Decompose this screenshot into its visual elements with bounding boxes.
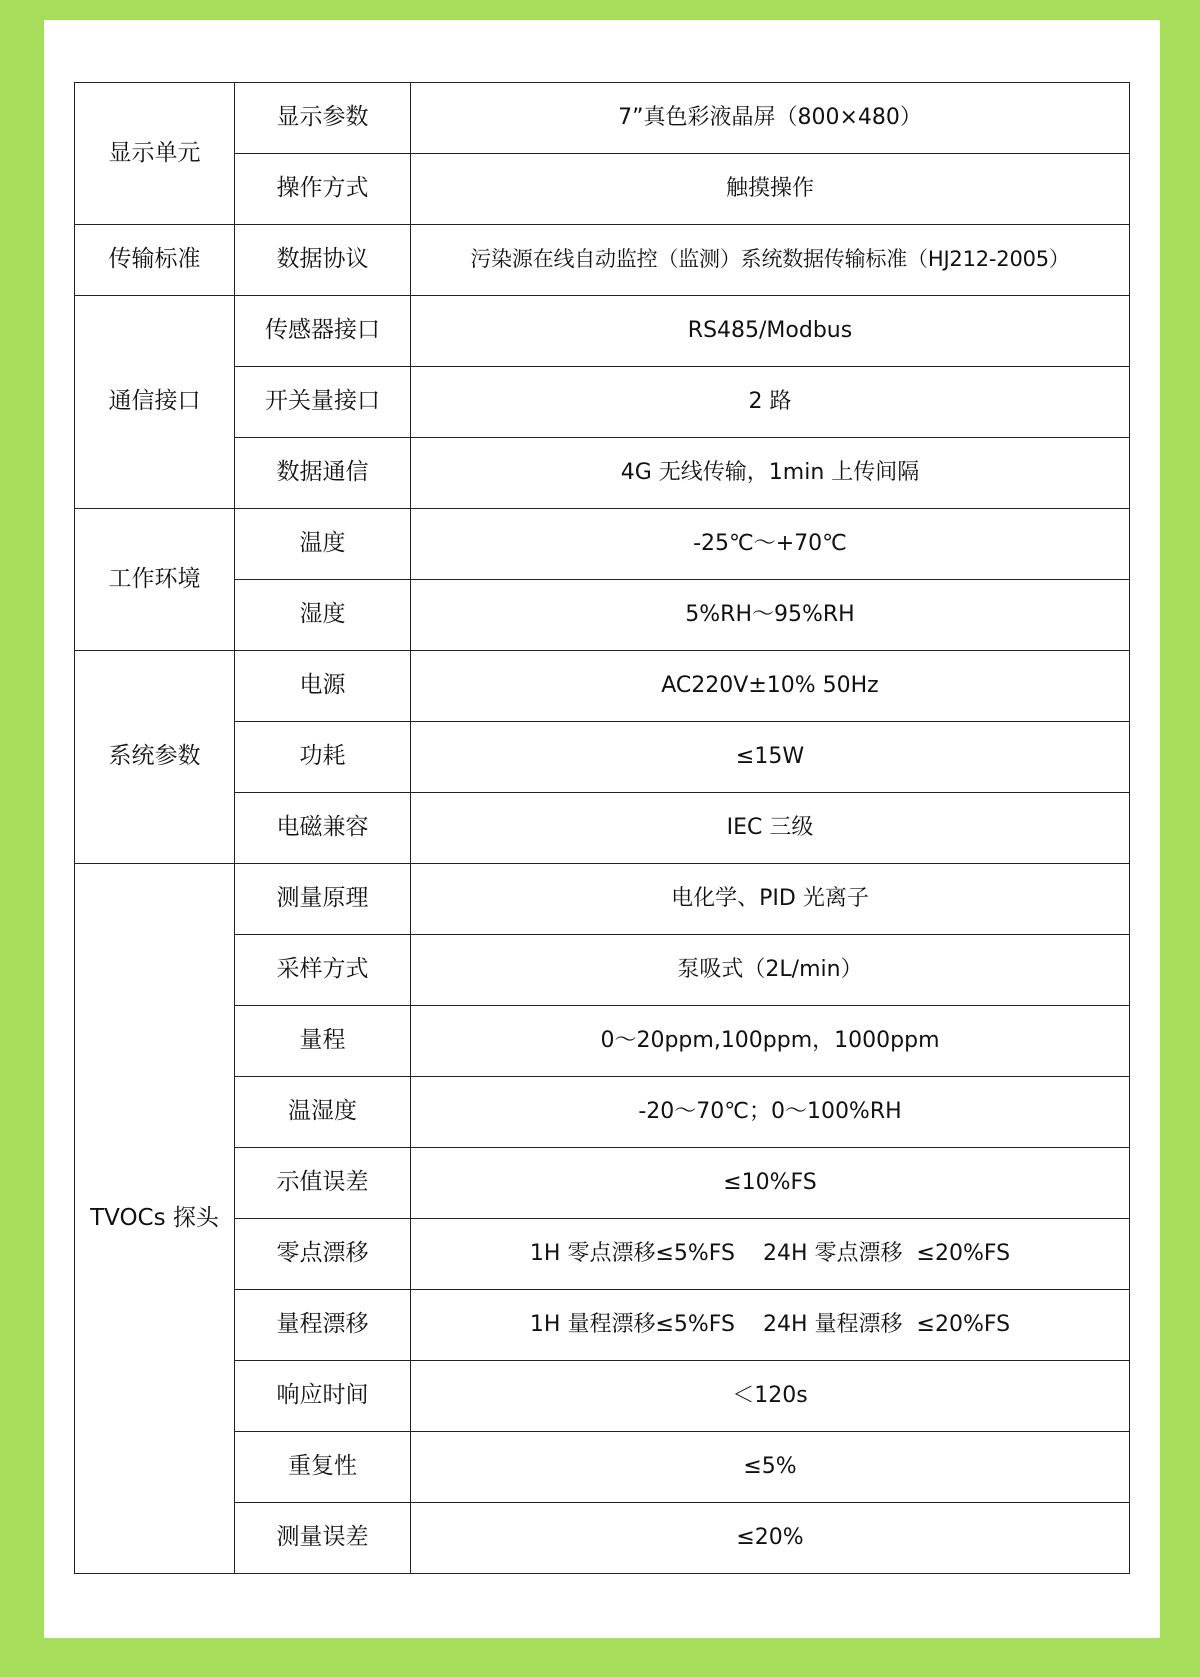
value-cell: 0～20ppm,100ppm，1000ppm <box>411 1006 1130 1077</box>
param-cell: 数据协议 <box>235 225 411 296</box>
param-cell: 湿度 <box>235 580 411 651</box>
category-cell: 通信接口 <box>75 296 235 509</box>
value-cell: 1H 零点漂移≤5%FS 24H 零点漂移 ≤20%FS <box>411 1219 1130 1290</box>
value-cell: 污染源在线自动监控（监测）系统数据传输标准（HJ212-2005） <box>411 225 1130 296</box>
param-cell: 量程 <box>235 1006 411 1077</box>
table-row <box>75 864 1130 935</box>
category-cell: TVOCs 探头 <box>75 864 235 1574</box>
param-cell: 功耗 <box>235 722 411 793</box>
value-cell: 2 路 <box>411 367 1130 438</box>
param-cell: 响应时间 <box>235 1361 411 1432</box>
param-cell: 示值误差 <box>235 1148 411 1219</box>
param-cell: 显示参数 <box>235 83 411 154</box>
category-cell: 系统参数 <box>75 651 235 864</box>
param-cell: 测量原理 <box>235 864 411 935</box>
value-cell: ≤5% <box>411 1432 1130 1503</box>
param-cell: 测量误差 <box>235 1503 411 1574</box>
value-cell: 7”真色彩液晶屏（800×480） <box>411 83 1130 154</box>
value-cell: 4G 无线传输，1min 上传间隔 <box>411 438 1130 509</box>
table-row <box>75 509 1130 580</box>
table-row <box>75 83 1130 154</box>
value-cell: 触摸操作 <box>411 154 1130 225</box>
param-cell: 操作方式 <box>235 154 411 225</box>
param-cell: 开关量接口 <box>235 367 411 438</box>
param-cell: 电源 <box>235 651 411 722</box>
value-cell: -25℃～+70℃ <box>411 509 1130 580</box>
table-row <box>75 225 1130 296</box>
param-cell: 量程漂移 <box>235 1290 411 1361</box>
category-cell: 传输标准 <box>75 225 235 296</box>
category-cell: 显示单元 <box>75 83 235 225</box>
value-cell: ≤15W <box>411 722 1130 793</box>
value-cell: ＜120s <box>411 1361 1130 1432</box>
value-cell: 1H 量程漂移≤5%FS 24H 量程漂移 ≤20%FS <box>411 1290 1130 1361</box>
param-cell: 电磁兼容 <box>235 793 411 864</box>
value-cell: IEC 三级 <box>411 793 1130 864</box>
value-cell: -20～70℃；0～100%RH <box>411 1077 1130 1148</box>
param-cell: 零点漂移 <box>235 1219 411 1290</box>
table-row <box>75 296 1130 367</box>
param-cell: 数据通信 <box>235 438 411 509</box>
param-cell: 温度 <box>235 509 411 580</box>
value-cell: 泵吸式（2L/min） <box>411 935 1130 1006</box>
param-cell: 温湿度 <box>235 1077 411 1148</box>
value-cell: 电化学、PID 光离子 <box>411 864 1130 935</box>
category-cell: 工作环境 <box>75 509 235 651</box>
param-cell: 传感器接口 <box>235 296 411 367</box>
table-row <box>75 651 1130 722</box>
value-cell: ≤10%FS <box>411 1148 1130 1219</box>
value-cell: RS485/Modbus <box>411 296 1130 367</box>
document-page <box>44 20 1160 1638</box>
spec-table <box>74 82 1130 1574</box>
param-cell: 重复性 <box>235 1432 411 1503</box>
value-cell: AC220V±10% 50Hz <box>411 651 1130 722</box>
value-cell: 5%RH～95%RH <box>411 580 1130 651</box>
value-cell: ≤20% <box>411 1503 1130 1574</box>
param-cell: 采样方式 <box>235 935 411 1006</box>
